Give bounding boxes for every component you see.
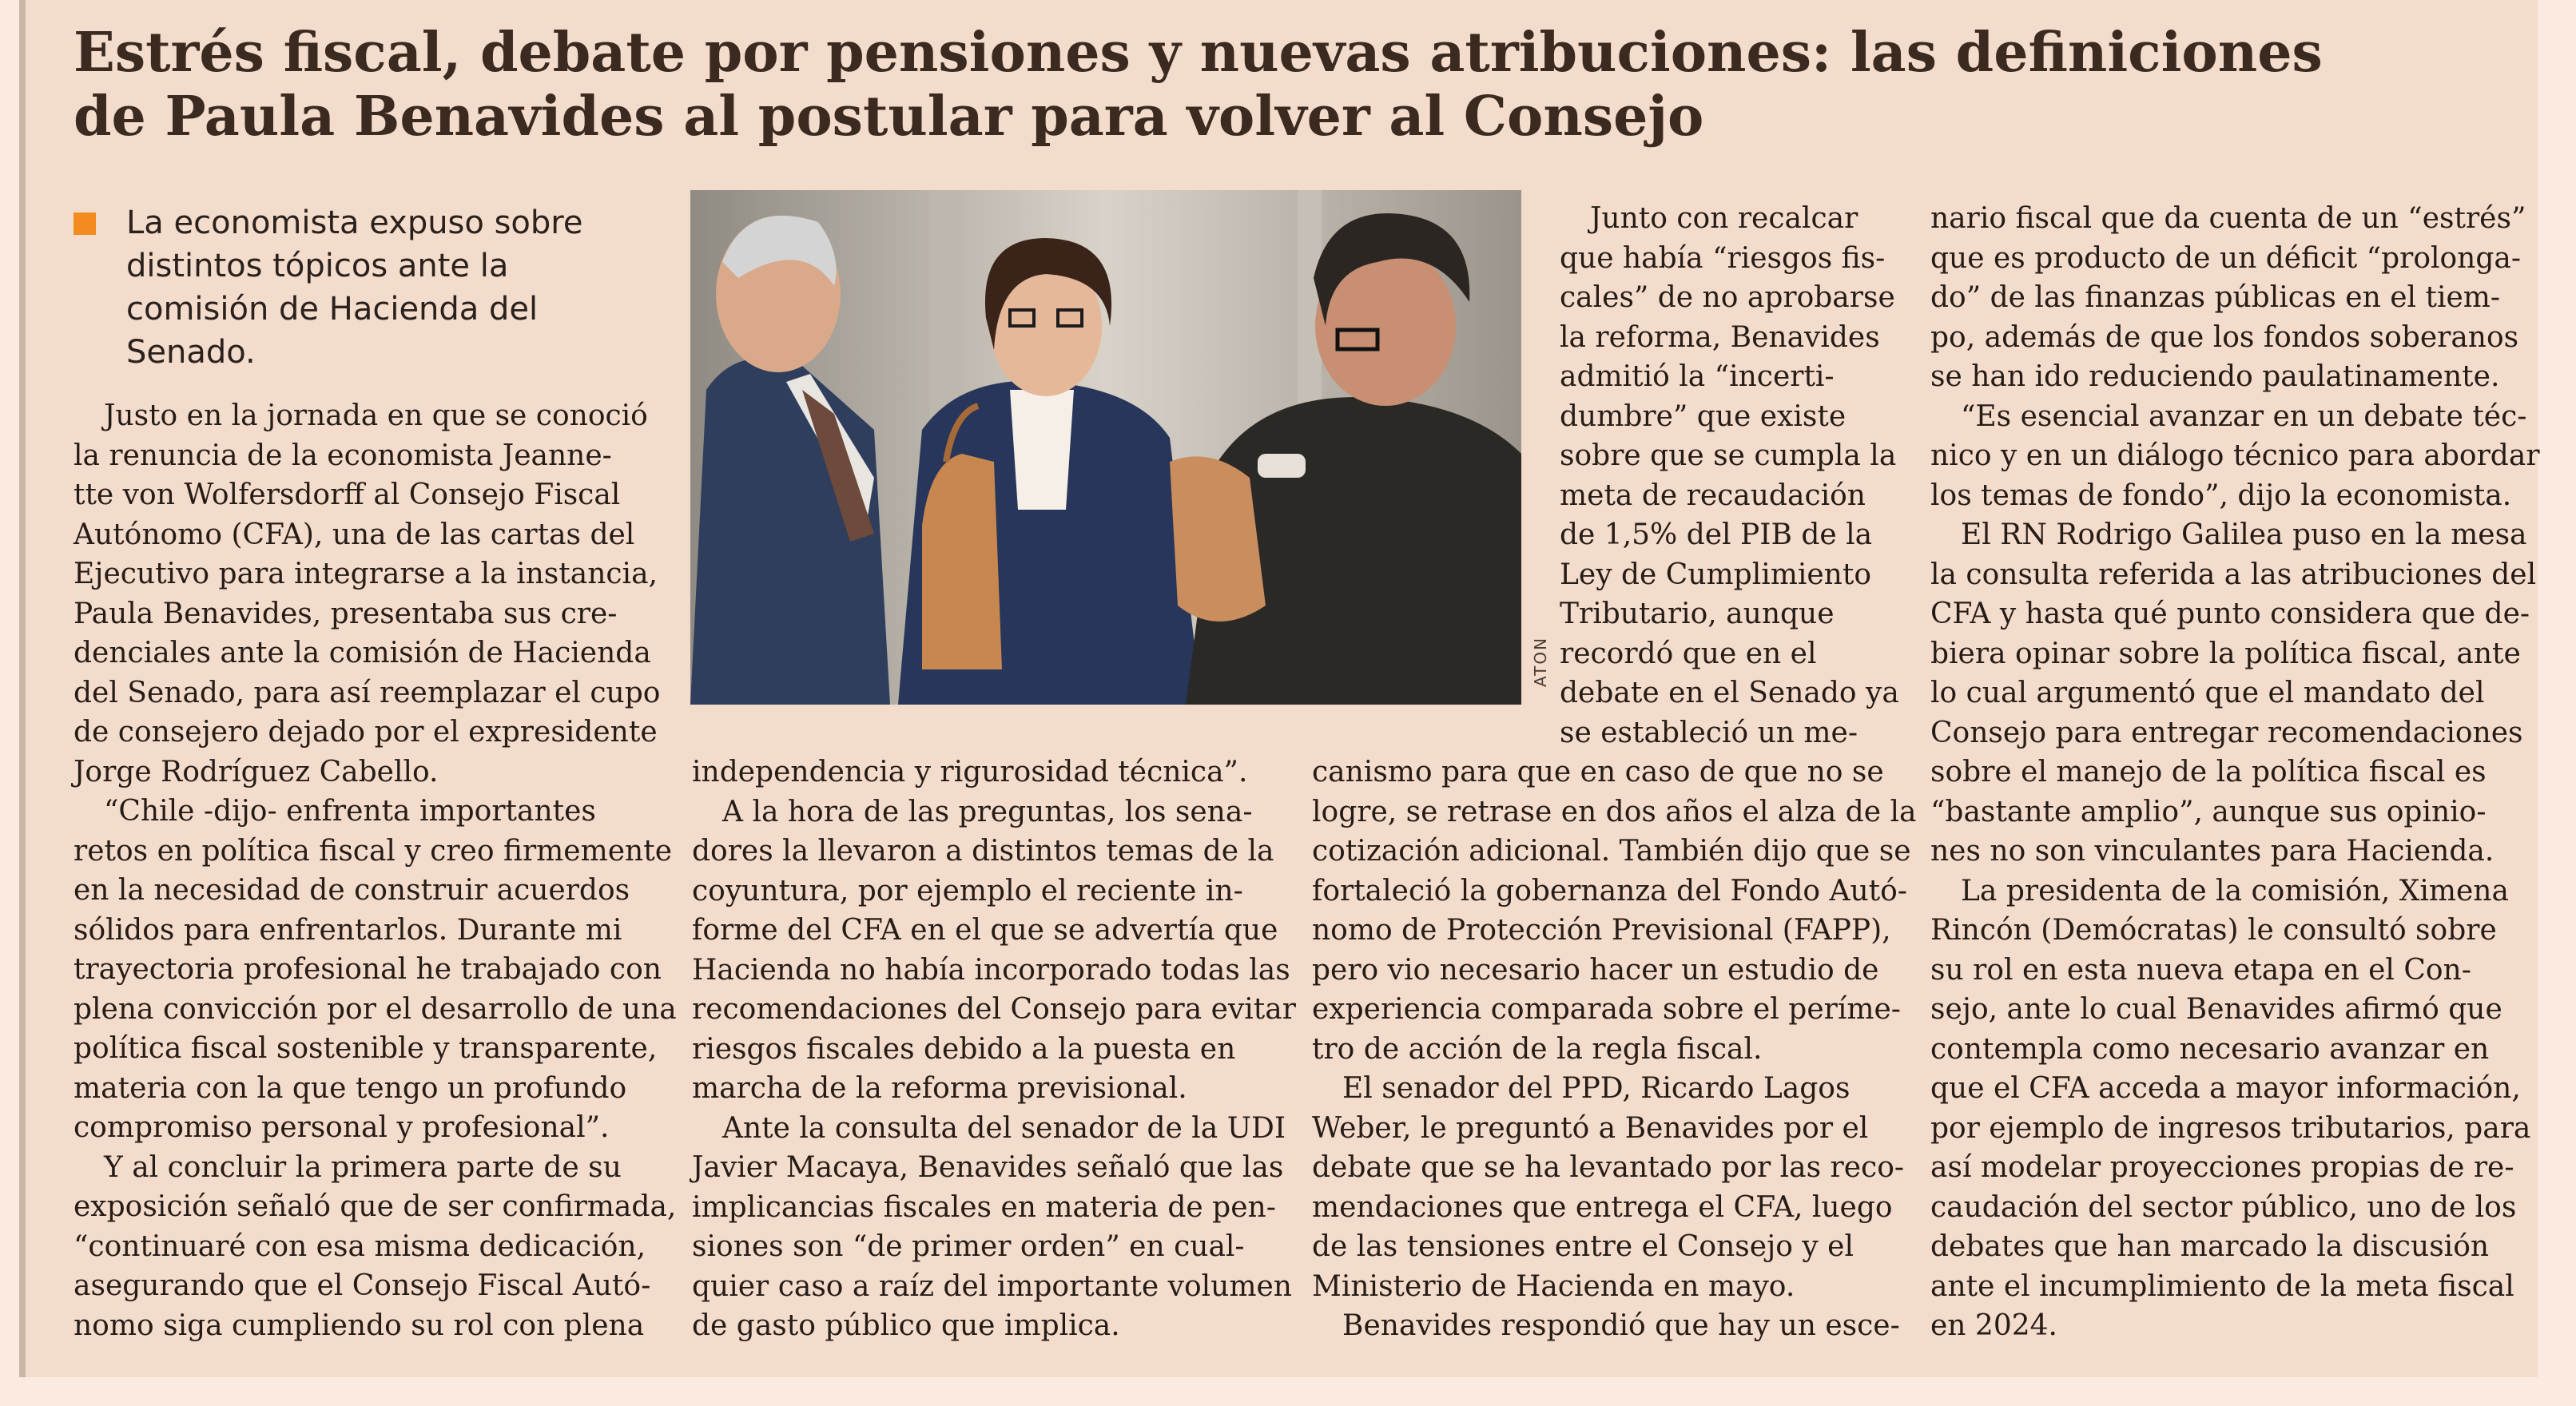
deck-line: La economista expuso sobre — [126, 205, 583, 241]
text-line: de las tensiones entre el Consejo y el — [1312, 1230, 1854, 1263]
text-line: ante el incumplimiento de la meta fiscal — [1930, 1269, 2514, 1303]
text-line: “continuaré con esa misma dedicación, — [74, 1229, 646, 1263]
headline-line-2: de Paula Benavides al postular para volver al Consejo — [74, 85, 1704, 149]
text-line: admitió la “incerti- — [1560, 360, 1835, 393]
photo-illustration — [690, 190, 1521, 705]
article-paragraph — [1312, 1069, 1911, 1306]
text-line: La presidenta de la comisión, Ximena — [1961, 874, 2509, 908]
text-line: se estableció un me- — [1560, 716, 1858, 749]
text-line: de 1,5% del PIB de la — [1560, 518, 1873, 551]
article-photo — [690, 190, 1521, 705]
text-line: experiencia comparada sobre el períme- — [1312, 993, 1901, 1026]
photo-credit: ATON — [1531, 636, 1550, 687]
text-line: plena convicción por el desarrollo de una — [74, 992, 677, 1026]
text-line: nomo siga cumpliendo su rol con plena — [74, 1309, 645, 1342]
text-line: Weber, le preguntó a Benavides por el — [1312, 1111, 1869, 1145]
text-line: asegurando que el Consejo Fiscal Autó- — [74, 1269, 651, 1302]
text-line: Ejecutivo para integrarse a la instancia, — [74, 558, 658, 590]
text-line: marcha de la reforma previsional. — [692, 1072, 1187, 1105]
text-line: debate que se ha levantado por las reco- — [1312, 1151, 1905, 1184]
text-line: dumbre” que existe — [1560, 399, 1847, 433]
text-line: Ley de Cumplimiento — [1560, 558, 1872, 591]
text-line: Javier Macaya, Benavides señaló que las — [692, 1151, 1284, 1184]
text-line: mendaciones que entrega el CFA, luego — [1312, 1190, 1893, 1224]
text-line: tte von Wolfersdorff al Consejo Fiscal — [74, 479, 621, 511]
text-line: del Senado, para así reemplazar el cupo — [74, 676, 661, 709]
text-line: la consulta referida a las atribuciones del — [1930, 558, 2537, 591]
text-line: recomendaciones del Consejo para evitar — [692, 993, 1296, 1026]
text-line: así modelar proyecciones propias de re- — [1930, 1151, 2514, 1184]
text-line: Consejo para entregar recomendaciones — [1930, 716, 2523, 749]
text-line: po, además de que los fondos soberanos — [1930, 320, 2519, 354]
text-line: en 2024. — [1930, 1309, 2057, 1342]
article-paragraph — [692, 792, 1299, 1109]
article-column-3-bottom — [1312, 753, 1917, 1346]
text-line: que el CFA acceda a mayor información, — [1930, 1072, 2521, 1105]
text-line: sejo, ante lo cual Benavides afirmó que — [1930, 993, 2502, 1026]
text-line: materia con la que tengo un profundo — [74, 1071, 627, 1105]
deck-line: Senado. — [126, 334, 256, 371]
text-line: Junto con recalcar — [1590, 202, 1858, 235]
text-line: Autónomo (CFA), una de las cartas del — [74, 518, 635, 551]
deck-line: comisión de Hacienda del — [126, 291, 539, 328]
text-line: A la hora de las preguntas, los sena- — [722, 795, 1253, 828]
text-line: su rol en esta nueva etapa en el Con- — [1930, 953, 2471, 987]
text-line: exposición señaló que de ser confirmada, — [74, 1190, 677, 1223]
text-line: de consejero dejado por el expresidente — [74, 716, 658, 749]
text-line: Ministerio de Hacienda en mayo. — [1312, 1269, 1795, 1303]
text-line: tro de acción de la regla fiscal. — [1312, 1032, 1763, 1066]
article-paragraph — [692, 753, 1299, 792]
article-paragraph — [74, 792, 677, 1148]
text-line: la renuncia de la economista Jeanne- — [74, 439, 612, 472]
text-line: de gasto público que implica. — [692, 1309, 1120, 1342]
text-line: los temas de fondo”, dijo la economista. — [1930, 479, 2512, 512]
text-line: cales” de no aprobarse — [1560, 281, 1895, 314]
text-line: canismo para que en caso de que no se — [1312, 756, 1884, 788]
text-line: pero vio necesario hacer un estudio de — [1312, 953, 1879, 987]
text-line: biera opinar sobre la política fiscal, ante — [1930, 637, 2521, 670]
text-line: logre, se retrase en dos años el alza de la — [1312, 795, 1917, 828]
article-paragraph — [1930, 199, 2538, 397]
text-line: forme del CFA en el que se advertía que — [692, 914, 1278, 947]
text-line: “bastante amplio”, aunque sus opinio- — [1930, 795, 2487, 828]
text-line: Justo en la jornada en que se conoció — [104, 399, 648, 432]
text-line: Jorge Rodríguez Cabello. — [74, 755, 439, 788]
article-paragraph — [1930, 872, 2538, 1346]
deck-summary — [74, 201, 633, 374]
text-line: Ante la consulta del senador de la UDI — [722, 1111, 1286, 1145]
text-line: cotización adicional. También dijo que se — [1312, 835, 1911, 868]
text-line: nomo de Protección Previsional (FAPP), — [1312, 914, 1891, 947]
text-line: se han ido reduciendo paulatinamente. — [1930, 360, 2500, 393]
deck-text — [126, 201, 633, 374]
article-paragraph — [1930, 397, 2538, 516]
text-line: implicancias fiscales en materia de pen- — [692, 1190, 1276, 1224]
text-line: coyuntura, por ejemplo el reciente in- — [692, 874, 1243, 908]
text-line: contempla como necesario avanzar en — [1930, 1032, 2490, 1066]
text-line: nes no son vinculantes para Hacienda. — [1930, 835, 2495, 868]
article-column-3-top — [1560, 199, 1911, 753]
text-line: meta de recaudación — [1560, 479, 1866, 512]
text-line: que es producto de un déficit “prolonga- — [1930, 241, 2522, 275]
text-line: en la necesidad de construir acuerdos — [74, 874, 630, 907]
article-paragraph — [692, 1109, 1299, 1346]
text-line: compromiso personal y profesional”. — [74, 1111, 610, 1144]
text-line: Benavides respondió que hay un esce- — [1342, 1309, 1900, 1342]
text-line: debate en el Senado ya — [1560, 677, 1899, 709]
text-line: do” de las finanzas públicas en el tiem- — [1930, 281, 2501, 314]
text-line: Hacienda no había incorporado todas las — [692, 953, 1290, 987]
text-line: Paula Benavides, presentaba sus cre- — [74, 597, 618, 630]
article-paragraph — [1930, 515, 2538, 872]
headline — [74, 21, 2471, 149]
text-line: sobre que se cumpla la — [1560, 439, 1897, 472]
text-line: que había “riesgos fis- — [1560, 241, 1886, 275]
text-line: trayectoria profesional he trabajado con — [74, 953, 662, 986]
text-line: la reforma, Benavides — [1560, 320, 1880, 354]
text-line: “Chile -dijo- enfrenta importantes — [104, 795, 596, 828]
article-paragraph — [1312, 1306, 1911, 1346]
text-line: debates que han marcado la discusión — [1930, 1230, 2490, 1263]
text-line: denciales ante la comisión de Hacienda — [74, 637, 651, 669]
text-line: nario fiscal que da cuenta de un “estrés” — [1930, 202, 2526, 235]
article-paragraph — [1560, 199, 1911, 753]
text-line: riesgos fiscales debido a la puesta en — [692, 1032, 1236, 1066]
text-line: Rincón (Demócratas) le consultó sobre — [1930, 914, 2497, 947]
article-paragraph — [1312, 753, 1917, 1069]
text-line: siones son “de primer orden” en cual- — [692, 1230, 1245, 1263]
text-line: fortaleció la gobernanza del Fondo Autó- — [1312, 874, 1907, 908]
text-line: por ejemplo de ingresos tributarios, para — [1930, 1111, 2531, 1145]
text-line: Y al concluir la primera parte de su — [104, 1150, 622, 1184]
newspaper-page — [19, 0, 2538, 1377]
text-line: quier caso a raíz del importante volumen — [692, 1269, 1292, 1303]
text-line: independencia y rigurosidad técnica”. — [692, 756, 1248, 788]
text-line: caudación del sector público, uno de los — [1930, 1190, 2517, 1224]
article-paragraph — [74, 396, 661, 792]
article-column-2 — [692, 753, 1299, 1346]
text-line: nico y en un diálogo técnico para abordar — [1930, 439, 2540, 472]
text-line: Tributario, aunque — [1560, 598, 1835, 630]
text-line: retos en política fiscal y creo firmemente — [74, 834, 673, 868]
article-paragraph — [74, 1148, 677, 1346]
text-line: política fiscal sostenible y transparente, — [74, 1032, 658, 1065]
text-line: El RN Rodrigo Galilea puso en la mesa — [1961, 518, 2527, 551]
headline-line-1: Estrés fiscal, debate por pensiones y nuevas atribuciones: las definiciones — [74, 21, 2323, 85]
text-line: CFA y hasta qué punto considera que de- — [1930, 598, 2530, 630]
article-column-4 — [1930, 199, 2538, 1346]
text-line: “Es esencial avanzar en un debate téc- — [1961, 399, 2527, 433]
text-line: El senador del PPD, Ricardo Lagos — [1342, 1072, 1851, 1105]
article-column-1 — [74, 396, 677, 1345]
orange-square-bullet-icon — [74, 212, 96, 235]
deck-line: distintos tópicos ante la — [126, 248, 509, 284]
text-line: sobre el manejo de la política fiscal es — [1930, 756, 2487, 788]
text-line: sólidos para enfrentarlos. Durante mi — [74, 913, 622, 947]
text-line: recordó que en el — [1560, 637, 1817, 670]
text-line: dores la llevaron a distintos temas de la — [692, 835, 1274, 868]
text-line: lo cual argumentó que el mandato del — [1930, 677, 2485, 709]
